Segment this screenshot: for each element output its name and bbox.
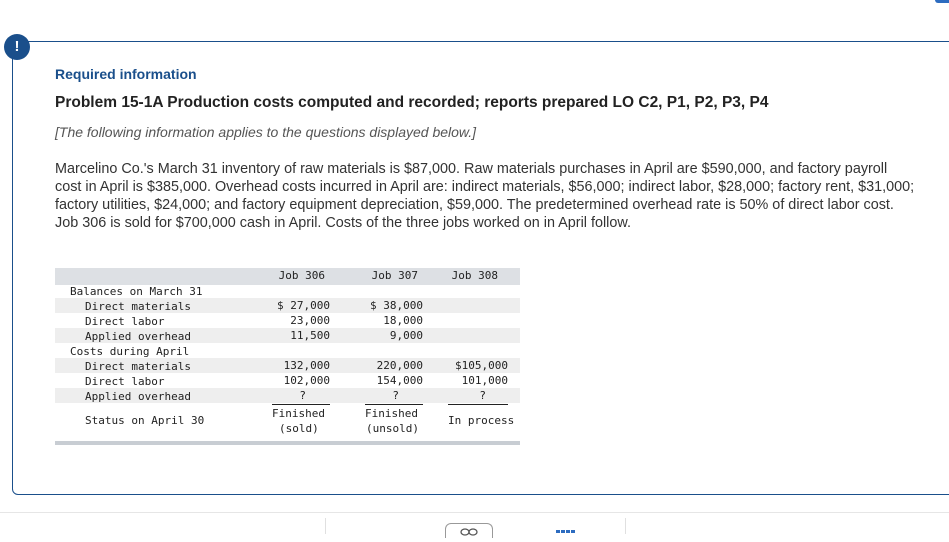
grid-icon[interactable] [556,530,575,533]
mar-ao-307: 9,000 [389,329,423,342]
apr-dl-307: 154,000 [376,374,423,387]
label-direct-materials: Direct materials [85,300,191,313]
label-applied-overhead: Applied overhead [85,390,191,403]
apr-dm-306: 132,000 [283,359,330,372]
apr-dm-307: 220,000 [376,359,423,372]
problem-title: Problem 15-1A Production costs computed and recorded; reports prepared LO C2, P1, P2, P3, P4 [55,94,769,111]
footer-separator [325,518,326,534]
link-tab[interactable] [445,523,493,538]
status-306-line1: Finished [272,407,325,420]
label-direct-materials: Direct materials [85,360,191,373]
label-direct-labor: Direct labor [85,315,165,328]
total-underline [272,404,330,405]
info-note: [The following information applies to the questions displayed below.] [55,124,477,140]
total-underline [365,404,423,405]
apr-ao-306: ? [299,389,306,402]
mar-dl-307: 18,000 [383,314,423,327]
section-balances-march: Balances on March 31 [70,285,203,298]
status-307-line2: (unsold) [366,422,419,435]
header-job-306: Job 306 [278,269,325,282]
label-direct-labor: Direct labor [85,375,165,388]
footer-separator [625,518,626,534]
mar-dm-307: $ 38,000 [370,299,423,312]
section-costs-april: Costs during April [70,345,190,358]
status-308: In process [448,414,515,427]
mar-ao-306: 11,500 [290,329,330,342]
corner-accent [935,0,949,3]
apr-dl-306: 102,000 [283,374,330,387]
apr-ao-308: ? [479,389,486,402]
required-information-heading: Required information [55,66,197,82]
apr-dm-308: $105,000 [455,359,508,372]
problem-paragraph: Marcelino Co.'s March 31 inventory of raw materials is $87,000. Raw materials purchases in April are $590,000, and factory payroll cost in April is $385,000. Overhead costs incurred in April are: indirect materials, $56,000; indirect labor, $28,000; factory rent, $31,000; factory utilities, $24,000; and factory equipment depreciation, $59,000. The predetermined overhead rate is 50% of direct labor cost. Job 306 is sold for $700,000 cash in April. Costs of the three jobs worked on in April follow. [55,161,915,231]
status-307-line1: Finished [365,407,418,420]
status-306-line2: (sold) [279,422,319,435]
alert-icon: ! [4,34,30,60]
header-job-308: Job 308 [451,269,498,282]
label-applied-overhead: Applied overhead [85,330,191,343]
total-underline [448,404,508,405]
header-job-307: Job 307 [371,269,418,282]
table-bottom-bar [55,441,520,445]
link-icon [446,525,492,537]
apr-ao-307: ? [392,389,399,402]
apr-dl-308: 101,000 [461,374,508,387]
label-status-april-30: Status on April 30 [85,414,205,427]
mar-dl-306: 23,000 [290,314,330,327]
footer-divider [0,512,949,513]
mar-dm-306: $ 27,000 [277,299,330,312]
